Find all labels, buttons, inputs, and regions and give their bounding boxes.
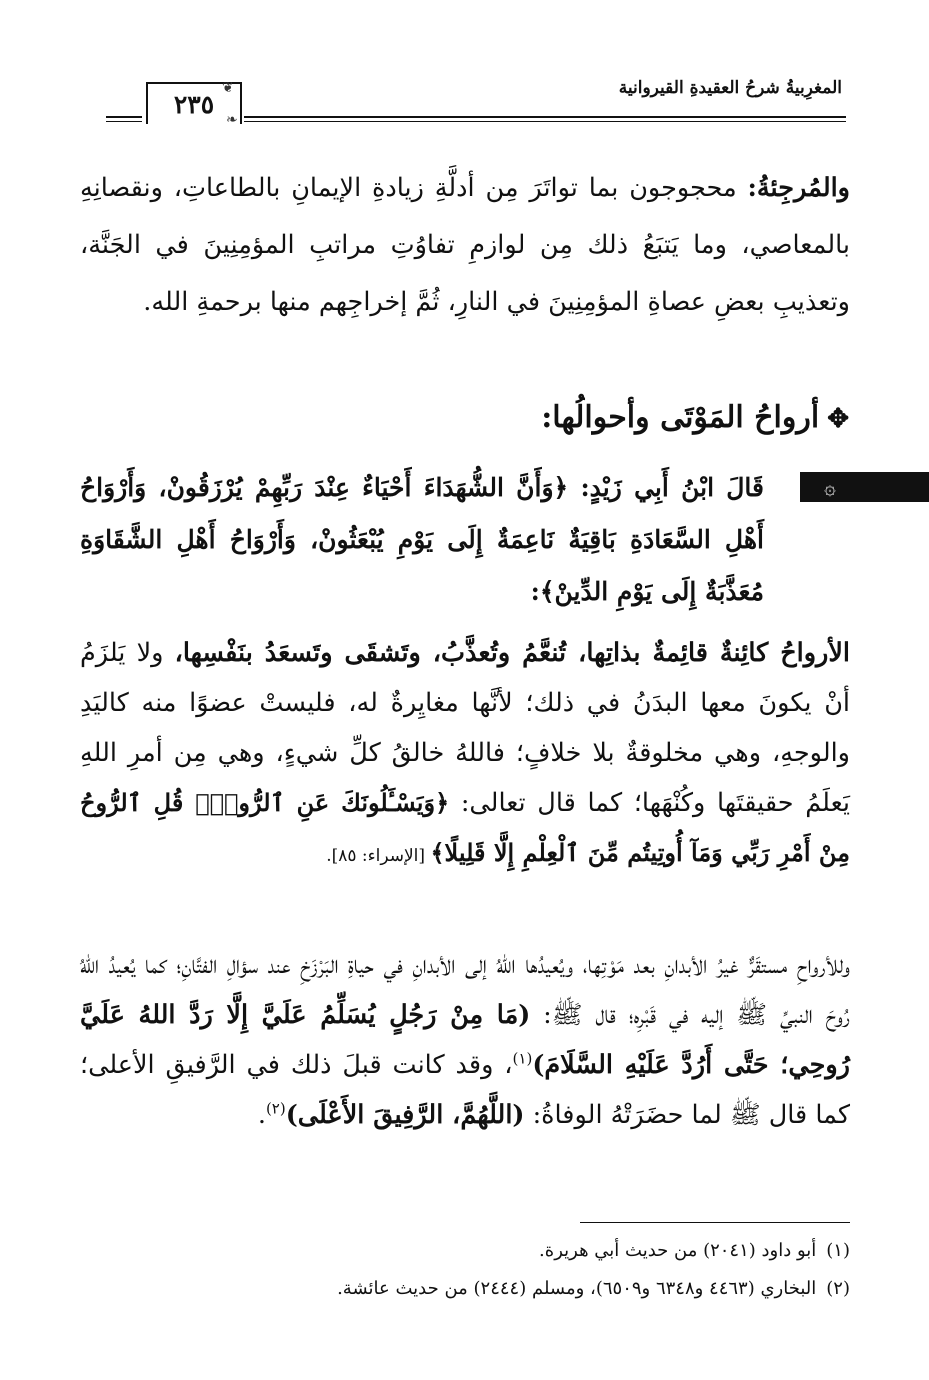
- hadith-quote: (اللَّهُمَّ، الرَّفِيقَ الأَعْلَى): [285, 1100, 525, 1130]
- footnote-text: أبو داود (٢٠٤١) من حديث أبي هريرة.: [539, 1240, 817, 1261]
- intro-text: محجوجون بما تواتَرَ مِن أدلَّةِ زيادةِ الإيمانِ بالطاعاتِ، ونقصانِهِ بالمعاصي، وما يَتبَعُ ذلك مِن لوازمِ تفاوُتِ مراتبِ المؤمِنِينَ في الجَنَّة، وتعذيبِ بعضِ عصاةِ المؤمِنِينَ في النارِ، ثُمَّ إخراجِهم منها برحمةِ الله.: [80, 173, 850, 317]
- paragraph-text: ، وقد كانت قبلَ ذلك في الرَّفيقِ الأعلى؛ كما قال ﷺ لما حضَرَتْهُ الوفاةُ:: [80, 1050, 850, 1130]
- commentary-lead: الأرواحُ كائِنةٌ قائِمةٌ بذاتِها، تُنعَّمُ وتُعذَّبُ، وتَشقَى وتَسعَدُ بنَفْسِها،: [174, 638, 850, 668]
- header-rule: [244, 116, 846, 118]
- footnote-ref[interactable]: (٢): [265, 1099, 286, 1118]
- footnote-item: [80, 1232, 850, 1270]
- header-rule: [244, 121, 846, 122]
- heading-marker-icon: ✥: [827, 404, 849, 434]
- matn-paragraph: [80, 462, 850, 618]
- footnote-separator: [580, 1222, 850, 1223]
- hadith-quote: (مَا مِنْ رَجُلٍ يُسَلِّمُ عَلَيَّ إِلَّا رَدَّ اللهُ عَلَيَّ رُوحِي؛ حَتَّى أَرُدَّ عَلَيْهِ السَّلَامَ): [80, 1000, 850, 1080]
- section-heading-text: أرواحُ المَوْتَى وأحوالُها:: [541, 400, 820, 435]
- footnote-text: البخاري (٤٤٦٣ و٦٣٤٨ و٦٥٠٩)، ومسلم (٢٤٤٤) من حديث عائشة.: [337, 1278, 817, 1299]
- footnote-number: (١): [826, 1240, 850, 1261]
- footnote-number: (٢): [826, 1278, 850, 1299]
- ornament-icon: ❧: [226, 112, 238, 128]
- paragraph-text: وللأرواحِ مستقَرٌّ غيرُ الأبدانِ بعد مَوْتِها، ويُعيدُها اللهُ إلى الأبدانِ في حياةِ البَرْزَخِ عند سؤالِ الفتَّانِ؛ كما يُعيدُ اللهُ رُوحَ النبيِّ ﷺ إليه في قَبْرِه؛ قال ﷺ:: [80, 950, 850, 1030]
- intro-paragraph: [80, 160, 850, 331]
- header-rule: [106, 121, 142, 122]
- book-title: المغرِبيةُ شرحُ العقيدةِ القيروانية: [618, 78, 842, 98]
- commentary-text: ولا يَلزَمُ أنْ يكونَ معها البدَنُ في ذلك؛ لأنَّها مغايِرةٌ له، فليستْ عضوًا منه كاليَدِ والوجهِ، وهي مخلوقةٌ بلا خلافٍ؛ فاللهُ خالقُ كلِّ شيءٍ، وهي مِن أمرِ اللهِ يَعلَمُ حقيقتَها وكُنْهَها؛ كما قال تعالى:: [80, 638, 851, 818]
- footnote-ref[interactable]: (١): [512, 1049, 533, 1068]
- intro-term: والمُرجِئةُ:: [747, 173, 850, 203]
- header-rule: [106, 116, 142, 118]
- paragraph-souls: [80, 940, 850, 1140]
- quran-verse: ﴿وَيَسْـَٔلُونَكَ عَنِ ٱلرُّوحِۖ قُلِ ٱلرُّوحُ مِنْ أَمْرِ رَبِّي وَمَآ أُوتِيتُم مِّنَ ٱلْعِلْمِ إِلَّا قَلِيلًا﴾: [80, 788, 850, 867]
- section-heading: [541, 400, 849, 435]
- footnotes: [80, 1232, 850, 1308]
- page-header: [106, 72, 846, 132]
- commentary-paragraph: [80, 628, 850, 878]
- paragraph-text: .: [257, 1100, 266, 1130]
- matn-text: قَالَ ابْنُ أَبِي زَيْدٍ: ﴿وَأَنَّ الشُّهَدَاءَ أَحْيَاءٌ عِنْدَ رَبِّهِمْ يُرْزَقُونْ، وَأَرْوَاحُ أَهْلِ السَّعَادَةِ بَاقِيَةٌ نَاعِمَةٌ إِلَى يَوْمِ يُبْعَثُونْ، وَأَرْوَاحُ أَهْلِ الشَّقَاوَةِ مُعَذَّبَةٌ إِلَى يَوْمِ الدِّينْ﴾:: [80, 473, 764, 606]
- ornament-icon: ❦: [222, 80, 234, 96]
- verse-citation: [الإسراء: ٨٥].: [326, 846, 431, 866]
- flower-icon: ۞: [824, 475, 836, 499]
- footnote-item: [80, 1270, 850, 1308]
- page-number: ٢٣٥: [146, 82, 242, 124]
